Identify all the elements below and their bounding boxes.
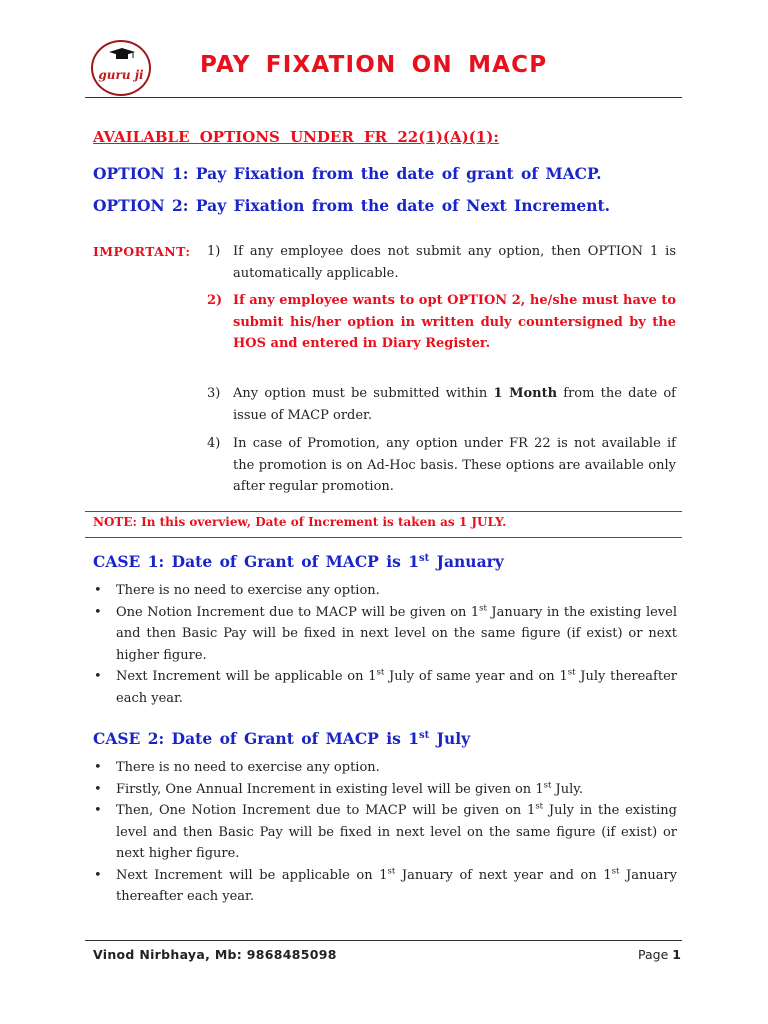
list-item (93, 779, 677, 801)
list-item (93, 602, 677, 667)
header-divider (85, 97, 682, 98)
case-1-list (93, 580, 677, 709)
case-2-list (93, 757, 677, 908)
point-text-post: from the date of issue of MACP order. (233, 386, 676, 423)
logo-text: guru ji (98, 68, 144, 82)
superscript: st (611, 866, 620, 877)
graduation-cap-icon (109, 48, 135, 60)
option-2: OPTION 2: Pay Fixation from the date of Next Increment. (93, 196, 611, 215)
list-item-text: January in the existing level and then Basic Pay will be fixed in next level on the same figure (if exist) or next higher figure. (116, 604, 677, 663)
page-title: PAY FIXATION ON MACP (200, 52, 548, 78)
point-number: 1) (207, 244, 221, 259)
point-text: If any employee does not submit any option, then OPTION 1 is automatically applicable. (233, 244, 676, 281)
case-1-title (93, 552, 504, 571)
point-text-bold: 1 Month (493, 386, 558, 401)
list-item (93, 800, 677, 865)
superscript: st (419, 552, 430, 564)
point-number: 2) (207, 293, 223, 308)
list-item (93, 580, 677, 602)
point-number: 3) (207, 386, 221, 401)
note-divider-bottom (85, 537, 682, 538)
list-item-text: Next Increment will be applicable on 1 (116, 867, 388, 883)
list-item-text: July thereafter each year. (116, 669, 678, 706)
superscript: st (543, 780, 552, 791)
guru-ji-logo (91, 40, 151, 96)
point-number: 4) (207, 436, 221, 451)
superscript: st (387, 866, 396, 877)
list-item (93, 865, 677, 908)
list-item-text: Then, One Notion Increment due to MACP will be given on 1 (116, 803, 536, 818)
important-point-3 (207, 383, 676, 426)
option-1: OPTION 1: Pay Fixation from the date of grant of MACP. (93, 164, 602, 183)
options-heading: AVAILABLE OPTIONS UNDER FR 22(1)(A)(1): (93, 128, 499, 146)
list-item-text: There is no need to exercise any option. (116, 760, 380, 775)
list-item-text: There is no need to exercise any option. (116, 583, 380, 598)
superscript: st (479, 603, 487, 614)
note-text: NOTE: In this overview, Date of Increment is taken as 1 JULY. (93, 515, 507, 529)
list-item-text: July of same year and on 1 (384, 669, 568, 684)
point-text: In case of Promotion, any option under FR 22 is not available if the promotion is on Ad-Hoc basis. These options are available only after regular promotion. (233, 436, 676, 494)
point-text-pre: Any option must be submitted within (233, 386, 494, 401)
page-number (638, 947, 681, 962)
case-title-text: July (429, 729, 471, 748)
list-item-text: Firstly, One Annual Increment in existing level will be given on 1 (116, 781, 544, 797)
footer-author: Vinod Nirbhaya, Mb: 9868485098 (93, 947, 337, 962)
list-item-text: Next Increment will be applicable on 1 (116, 669, 377, 684)
list-item-text: One Notion Increment due to MACP will be given on 1 (116, 604, 480, 620)
important-point-4 (207, 433, 676, 498)
case-title-text: CASE 2: Date of Grant of MACP is 1 (93, 729, 420, 748)
superscript: st (376, 667, 385, 678)
point-text: If any employee wants to opt OPTION 2, he/she must have to submit his/her option in written duly countersigned by the HOS and entered in Diary Register. (233, 293, 676, 351)
footer-divider (85, 940, 682, 941)
list-item-text: January of next year and on 1 (395, 867, 612, 883)
list-item (93, 666, 677, 709)
page-number-value: 1 (672, 947, 681, 962)
page-label: Page (638, 947, 673, 962)
list-item-text: January thereafter each year. (116, 867, 677, 904)
case-title-text: CASE 1: Date of Grant of MACP is 1 (93, 552, 420, 571)
list-item-text: July in the existing level and then Basic Pay will be fixed in next level on the same figure (if exist) or next higher figure. (116, 803, 677, 861)
case-title-text: January (429, 552, 504, 571)
list-item-text: July. (551, 781, 583, 797)
note-divider-top (85, 511, 682, 512)
superscript: st (419, 729, 430, 741)
important-point-1 (207, 241, 676, 284)
important-label: IMPORTANT: (93, 244, 191, 259)
important-point-2 (207, 290, 676, 355)
superscript: st (567, 667, 576, 678)
point-text (233, 383, 676, 426)
case-2-title (93, 729, 470, 748)
list-item (93, 757, 677, 779)
superscript: st (535, 801, 544, 812)
